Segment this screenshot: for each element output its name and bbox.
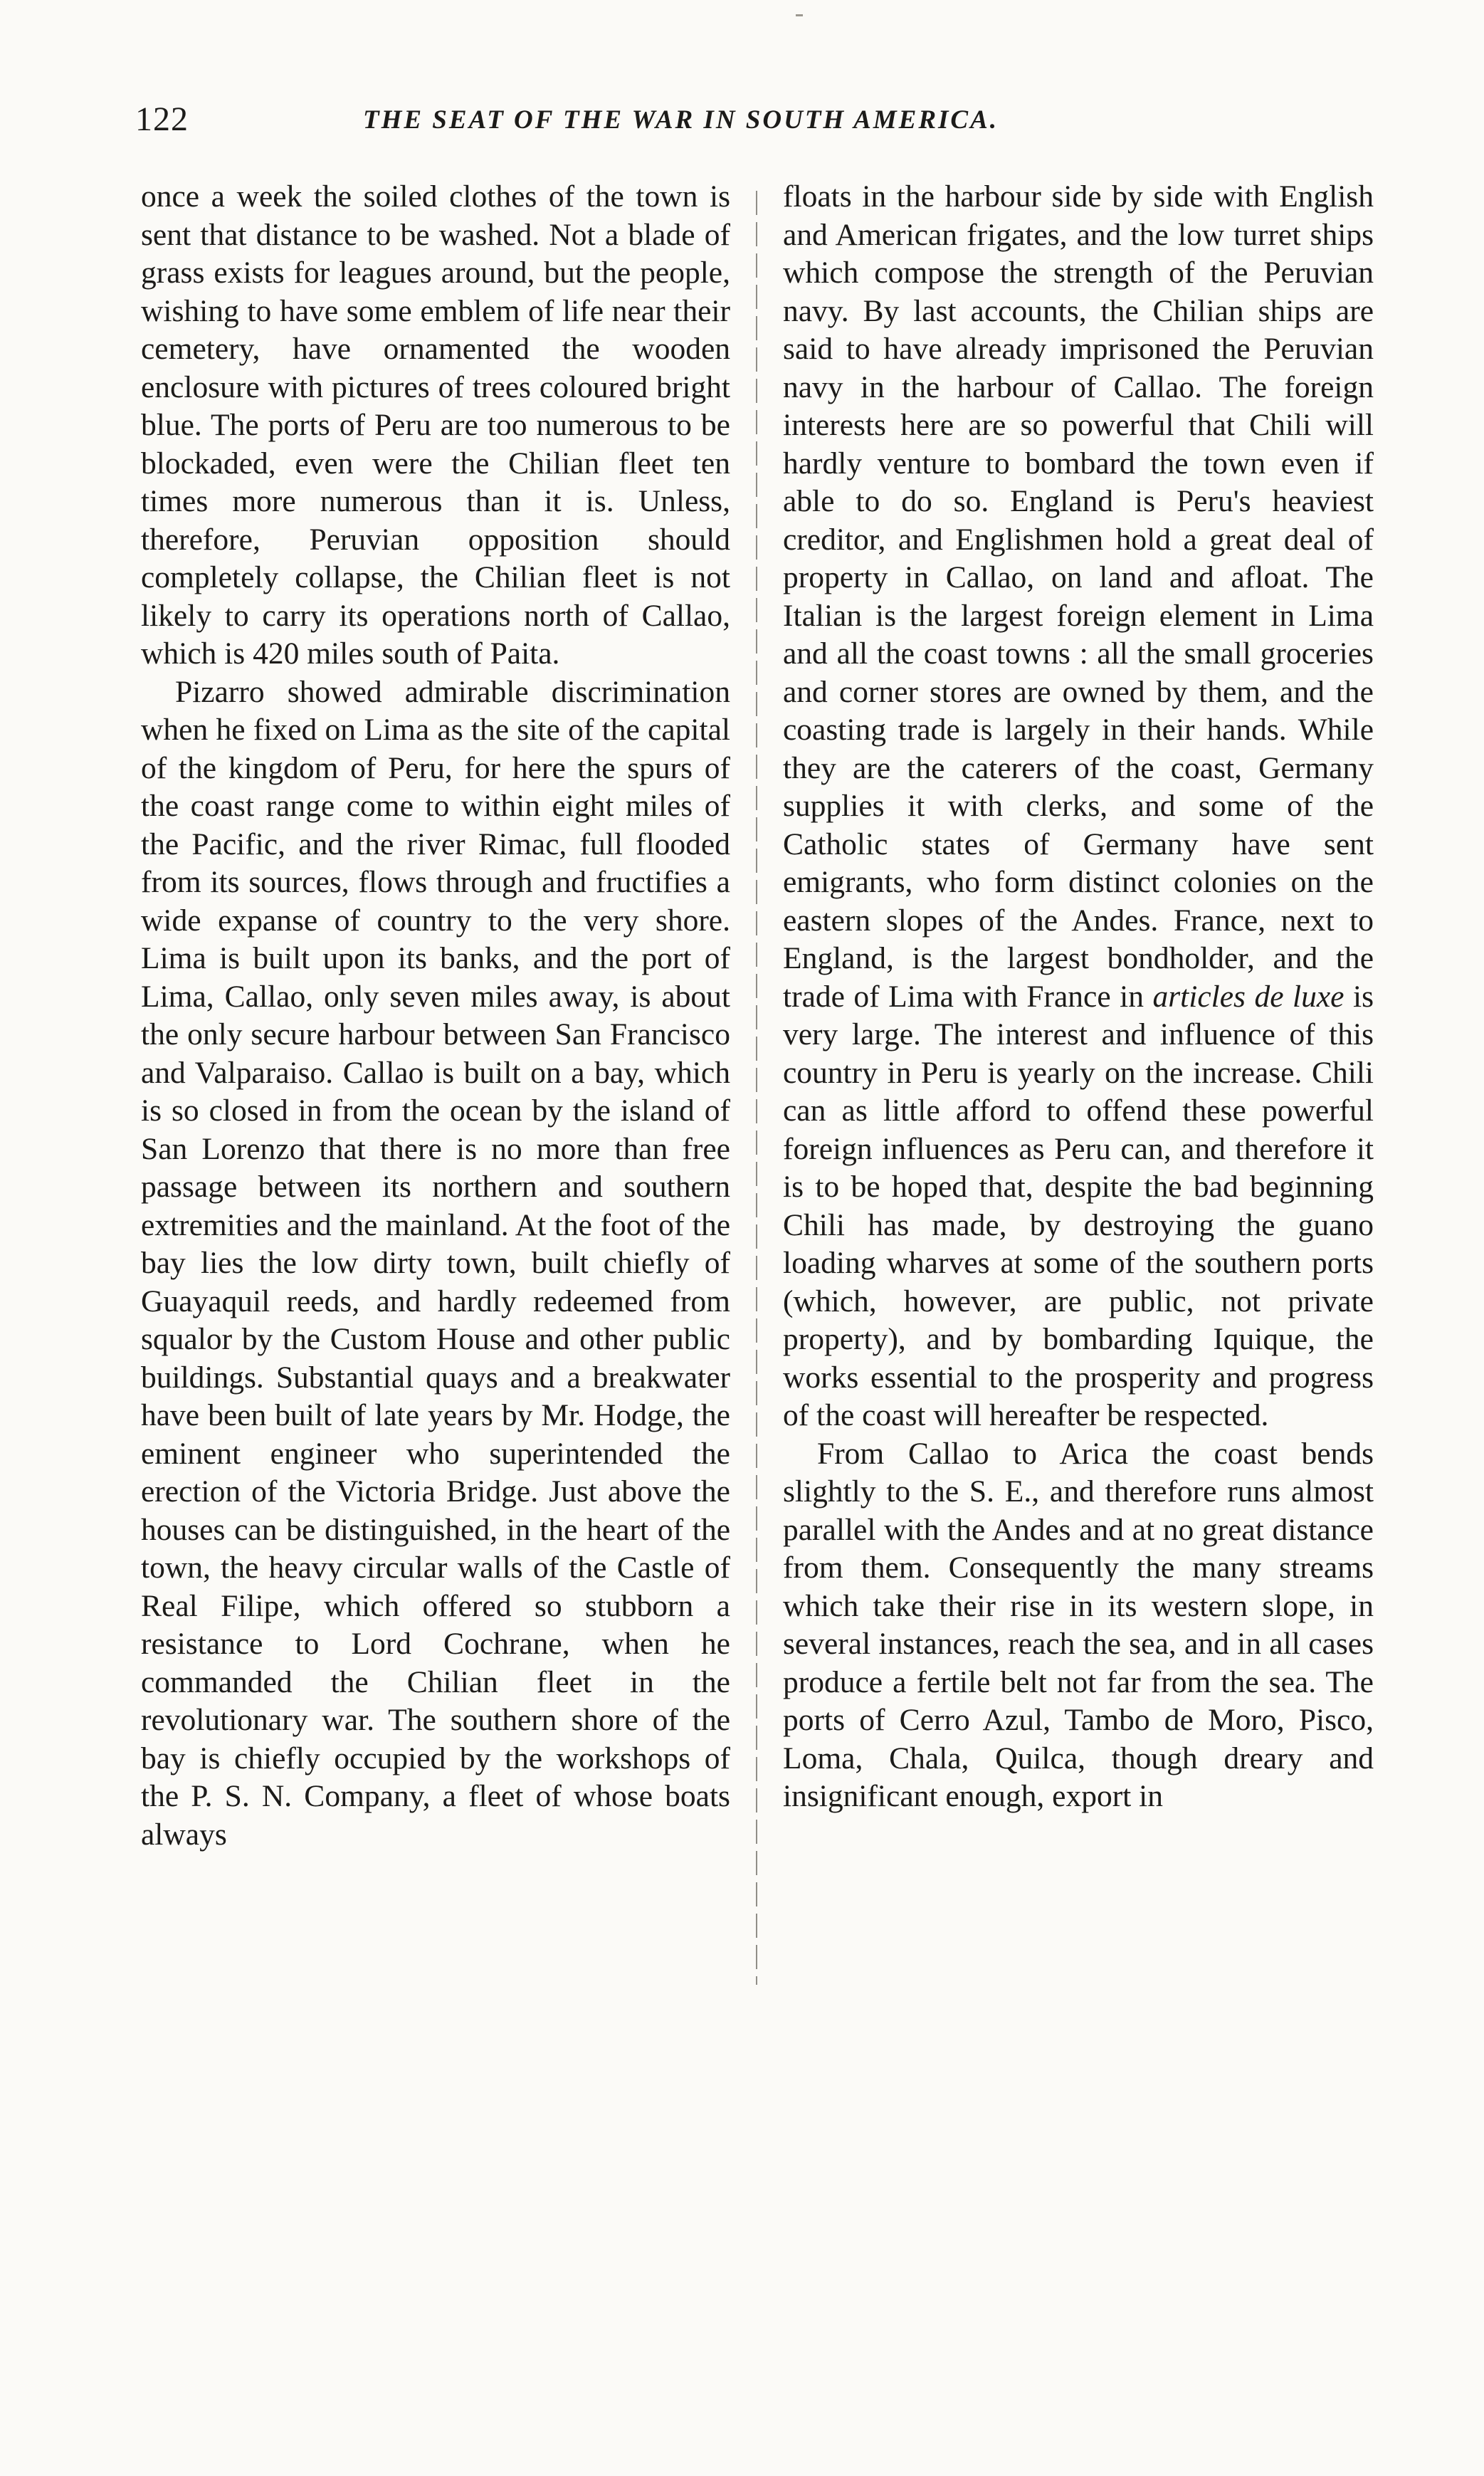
column-divider <box>756 191 757 1985</box>
right-paragraph-callao-arica: From Callao to Arica the coast bends slightly to the S. E., and therefore runs almost parallel with the Andes and at no great distance from them. Consequently the many streams which take their rise in its western slope, in several instances, reach the sea, and in all cases produce a fertile belt not far from the sea. The ports of Cerro Azul, Tambo de Moro, Pisco, Loma, Chala, Quilca, though dreary and insignificant enough, export in <box>783 1436 1374 1813</box>
running-title: THE SEAT OF THE WAR IN SOUTH AMERICA. <box>363 105 999 135</box>
ink-speck <box>796 14 803 16</box>
right-paragraph-continued <box>783 178 1374 1435</box>
italic-phrase: articles de luxe <box>1152 979 1344 1014</box>
page-header <box>135 100 1381 149</box>
right-column <box>783 178 1374 1816</box>
right-paragraph-text-a: floats in the harbour side by side with English and American frigates, and the low turret ships which compose the strength of the Peruvian navy. By last accounts, the Chilian ships are said to have already imprisoned the Peruvian navy in the harbour of Callao. The foreign interests here are so powerful that Chili will hardly venture to bombard the town even if able to do so. England is Peru's heaviest creditor, and Englishmen hold a great deal of property in Callao, on land and afloat. The Italian is the largest foreign element in Lima and all the coast towns : all the small groceries and corner stores are owned by them, and the coasting trade is largely in their hands. While they are the caterers of the coast, Germany supplies it with clerks, and some of the Catholic states of Germany have sent emigrants, who form distinct colonies on the eastern slopes of the Andes. France, next to England, is the largest bondholder, and the trade of Lima with France in <box>783 179 1374 1014</box>
left-paragraph-continued: once a week the soiled clothes of the town is sent that distance to be washed. Not a blade of grass exists for leagues around, but the people, wishing to have some emblem of life near their cemetery, have ornamented the wooden enclosure with pictures of trees coloured bright blue. The ports of Peru are too numerous to be blockaded, even were the Chilian fleet ten times more numerous than it is. Unless, therefore, Peruvian opposition should completely collapse, the Chilian fleet is not likely to carry its operations north of Callao, which is 420 miles south of Paita. <box>141 179 730 671</box>
right-paragraph-text-b: is very large. The interest and influence of this country in Peru is yearly on the increase. Chili can as little afford to offend these powerful foreign influences as Peru can, and therefore it is to be hoped that, despite the bad beginning Chili has made, by destroying the guano loading wharves at some of the southern ports (which, however, are public, not private property), and by bombarding Iquique, the works essential to the prosperity and progress of the coast will hereafter be respected. <box>783 979 1374 1432</box>
page-number: 122 <box>135 100 189 138</box>
left-paragraph-pizarro: Pizarro showed admirable discrimination when he fixed on Lima as the site of the capital of the kingdom of Peru, for here the spurs of the coast range come to within eight miles of the Pacific, and the river Rimac, full flooded from its sources, flows through and fructifies a wide expanse of country to the very shore. Lima is built upon its banks, and the port of Lima, Callao, only seven miles away, is about the only secure harbour between San Francisco and Valparaiso. Callao is built on a bay, which is so closed in from the ocean by the island of San Lorenzo that there is no more than free passage between its northern and southern extremities and the mainland. At the foot of the bay lies the low dirty town, built chiefly of Guayaquil reeds, and hardly redeemed from squalor by the Custom House and other public buildings. Substantial quays and a breakwater have been built of late years by Mr. Hodge, the eminent engineer who superintended the erection of the Victoria Bridge. Just above the houses can be distinguished, in the heart of the town, the heavy circular walls of the Castle of Real Filipe, which offered so stubborn a resistance to Lord Cochrane, when he commanded the Chilian fleet in the revolutionary war. The southern shore of the bay is chiefly occupied by the workshops of the P. S. N. Company, a fleet of whose boats always <box>141 674 730 1852</box>
left-column <box>141 178 730 1854</box>
